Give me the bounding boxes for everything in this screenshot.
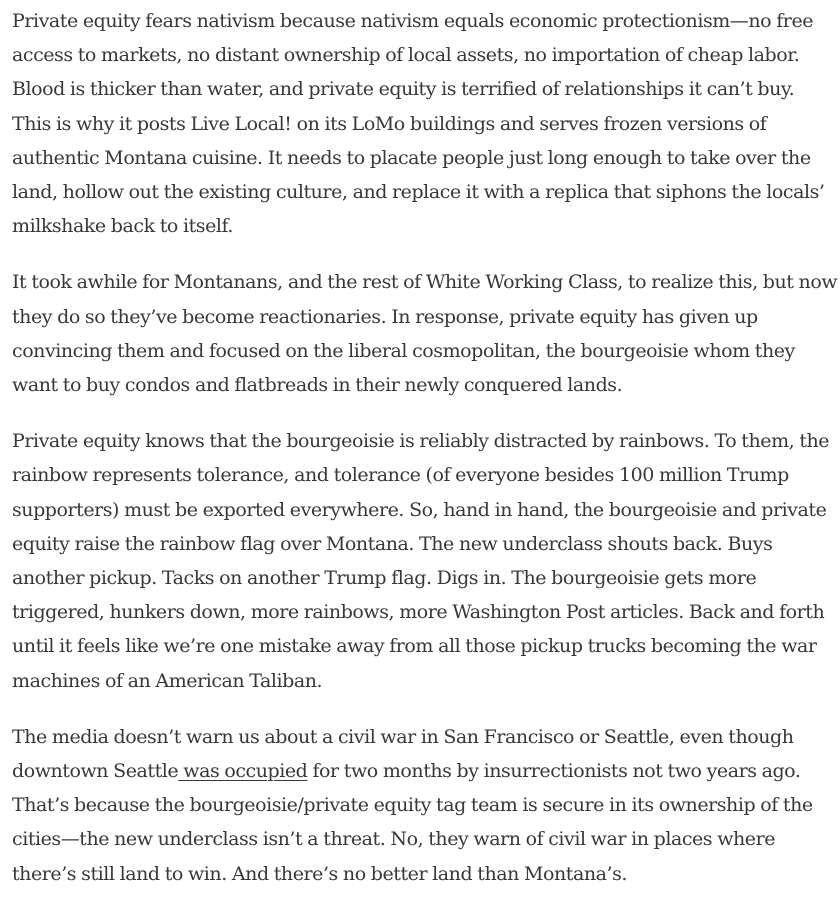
paragraph-civil-war-text-start: The media doesn’t warn us about a civil war in San Francisco or Seattle, even though downtown Seattle xyxy=(12,725,794,783)
paragraph-civil-war xyxy=(12,720,838,891)
paragraph-civil-war-text-end: for two months by insurrectionists not two years ago. That’s because the bourgeoisie/private equity tag team is secure in its ownership of the cities—the new underclass isn’t a threat. No, they warn of civil war in places where there’s still land to win. And there’s no better land than Montana’s. xyxy=(12,760,813,885)
paragraph-rainbows: Private equity knows that the bourgeoisie is reliably distracted by rainbows. To them, the rainbow represents tolerance, and tolerance (of everyone besides 100 million Trump supporters) must be exported everywhere. So, hand in hand, the bourgeoisie and private equity raise the rainbow flag over Montana. The new underclass shouts back. Buys another pickup. Tacks on another Trump flag. Digs in. The bourgeoisie gets more triggered, hunkers down, more rainbows, more Washington Post articles. Back and forth until it feels like we’re one mistake away from all those pickup trucks becoming the war machines of an American Taliban. xyxy=(12,430,830,692)
paragraph-nativism: Private equity fears nativism because nativism equals economic protectionism—no free access to markets, no distant ownership of local assets, no importation of cheap labor. Blood is thicker than water, and private equity is terrified of relationships it can’t buy. This is why it posts Live Local! on its LoMo buildings and serves frozen versions of authentic Montana cuisine. It needs to placate people just long enough to take over the land, hollow out the existing culture, and replace it with a replica that siphons the locals’ milkshake back to itself. xyxy=(12,10,825,238)
article-body xyxy=(12,4,838,913)
was-occupied-link[interactable]: was occupied xyxy=(178,760,308,783)
paragraph-montanans: It took awhile for Montanans, and the rest of White Working Class, to realize this, but now they do so they’ve become reactionaries. In response, private equity has given up convincing them and focused on the liberal cosmopolitan, the bourgeoisie whom they want to buy condos and flatbreads in their newly conquered lands. xyxy=(12,271,838,397)
